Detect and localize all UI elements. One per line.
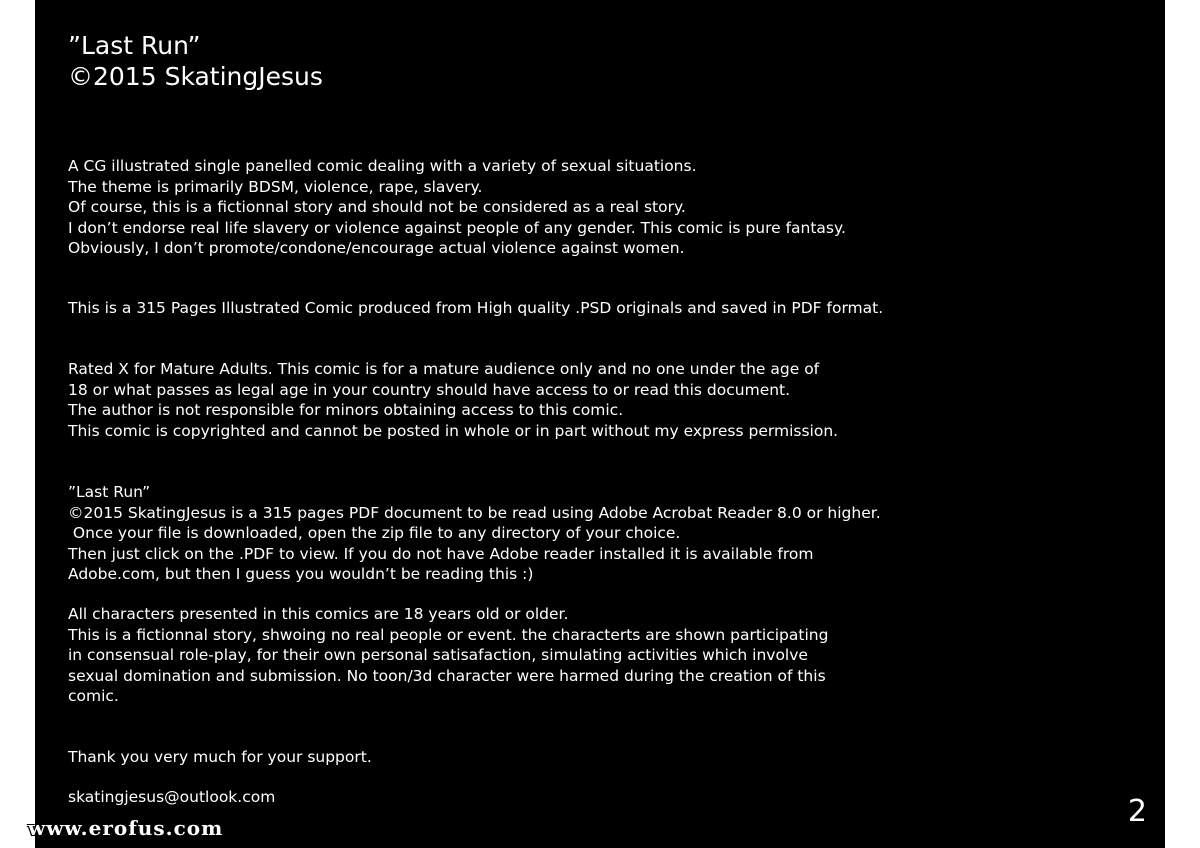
text-line: Of course, this is a fictionnal story and should not be considered as a real story.: [68, 198, 686, 217]
text-line: Adobe.com, but then I guess you wouldn’t be reading this :): [68, 565, 534, 584]
text-line: Once your file is downloaded, open the zip file to any directory of your choice.: [68, 524, 681, 543]
text-line: All characters presented in this comics are 18 years old or older.: [68, 605, 569, 623]
rating-paragraph: [68, 359, 838, 441]
text-line: The theme is primarily BDSM, violence, rape, slavery.: [68, 177, 483, 196]
document-title: [68, 30, 323, 92]
text-line: This is a fictionnal story, shwoing no real people or event. the characterts are shown participating: [68, 625, 829, 644]
document-page: [35, 0, 1165, 848]
text-line: ©2015 SkatingJesus is a 315 pages PDF document to be read using Adobe Acrobat Reader 8.0 or higher.: [68, 503, 881, 522]
text-line: Then just click on the .PDF to view. If you do not have Adobe reader installed it is available from: [68, 544, 814, 563]
instructions-paragraph: [68, 482, 881, 585]
email-line: [68, 787, 275, 808]
text-line: I don’t endorse real life slavery or violence against people of any gender. This comic is pure fantasy.: [68, 218, 846, 237]
format-paragraph: [68, 298, 883, 319]
text-line: This comic is copyrighted and cannot be posted in whole or in part without my express permission.: [68, 421, 839, 440]
page-number: 2: [1127, 794, 1147, 829]
text-line: 18 or what passes as legal age in your country should have access to or read this document.: [68, 380, 791, 399]
text-line: sexual domination and submission. No toon/3d character were harmed during the creation of this: [68, 666, 826, 685]
text-line: comic.: [68, 687, 119, 706]
text-line: A CG illustrated single panelled comic dealing with a variety of sexual situations.: [68, 157, 697, 175]
site-watermark: www.erofus.com: [28, 816, 224, 840]
text-line: The author is not responsible for minors obtaining access to this comic.: [68, 401, 624, 420]
text-line: Obviously, I don’t promote/condone/encourage actual violence against women.: [68, 239, 685, 258]
copyright-line: ©2015 SkatingJesus: [68, 62, 323, 91]
characters-paragraph: [68, 604, 828, 707]
text-line: Thank you very much for your support.: [68, 748, 372, 766]
thanks-line: [68, 747, 372, 768]
title-line: ”Last Run”: [68, 31, 201, 60]
email-address: skatingjesus@outlook.com: [68, 788, 276, 806]
text-line: ”Last Run”: [68, 483, 151, 501]
text-line: This is a 315 Pages Illustrated Comic produced from High quality .PSD originals and saved in PDF format.: [68, 299, 884, 317]
text-line: Rated X for Mature Adults. This comic is for a mature audience only and no one under the age of: [68, 360, 820, 378]
disclaimer-paragraph: [68, 156, 846, 259]
text-line: in consensual role-play, for their own personal satisafaction, simulating activities which involve: [68, 646, 808, 665]
